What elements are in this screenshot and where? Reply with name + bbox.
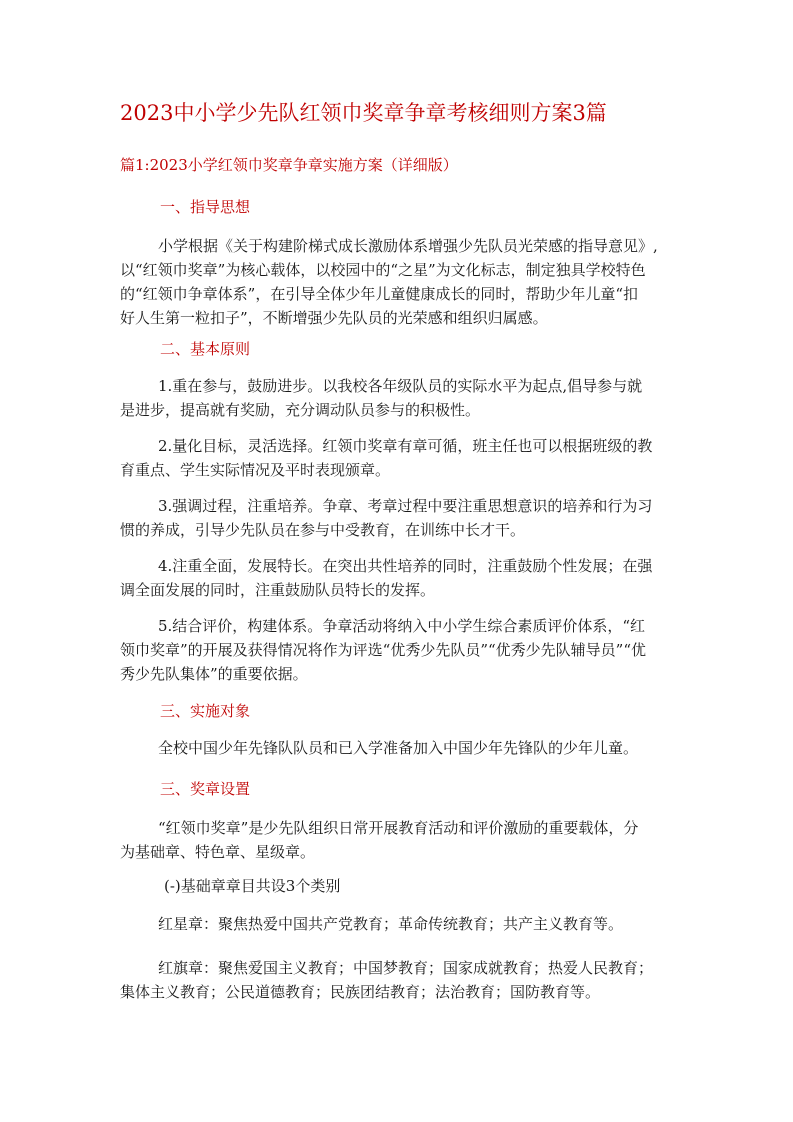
document-title: 2023中小学少先队红领巾奖章争章考核细则方案3篇 — [120, 101, 607, 125]
paragraph — [120, 614, 680, 686]
paragraph — [120, 494, 680, 542]
section-heading-target: 三、实施对象 — [160, 702, 251, 720]
paragraph-line: 全校中国少年先锋队队员和已入学准备加入中国少年先锋队的少年儿童。 — [158, 739, 639, 757]
paragraph-line: 以“红领巾奖章”为核心载体，以校园中的“之星”为文化标志，制定独具学校特色 — [120, 261, 646, 279]
section-heading-guiding-thought: 一、指导思想 — [160, 198, 251, 216]
paragraph-line: 5.结合评价，构建体系。争章活动将纳入中小学生综合素质评价体系，“红 — [158, 617, 645, 635]
paragraph-line: 秀少先队集体”的重要依据。 — [120, 665, 308, 683]
paragraph — [120, 434, 680, 482]
paragraph-line: 是进步，提高就有奖励，充分调动队员参与的积极性。 — [120, 401, 481, 419]
paragraph-line: 红星章：聚焦热爱中国共产党教育；革命传统教育；共产主义教育等。 — [158, 915, 624, 933]
paragraph — [120, 554, 680, 602]
paragraph-line: 3.强调过程，注重培养。争章、考章过程中要注重思想意识的培养和行为习 — [158, 497, 653, 515]
paragraph-line: 惯的养成，引导少先队员在参与中受教育，在训练中长才干。 — [120, 521, 526, 539]
paragraph — [120, 736, 680, 760]
document-subtitle: 篇1:2023小学红领巾奖章争章实施方案（详细版） — [120, 156, 458, 174]
paragraph-line: 1.重在参与，鼓励进步。以我校各年级队员的实际水平为起点,倡导参与就 — [158, 377, 643, 395]
paragraph-line: (-)基础章章目共设3个类别 — [164, 877, 341, 895]
paragraph-line: 红旗章：聚焦爱国主义教育；中国梦教育；国家成就教育；热爱人民教育； — [158, 959, 654, 977]
paragraph — [120, 956, 680, 1004]
paragraph-line: 的“红领巾争章体系”，在引导全体少年儿童健康成长的同时，帮助少年儿童“扣 — [120, 285, 639, 303]
paragraph — [120, 374, 680, 422]
paragraph — [120, 912, 680, 936]
section-heading-basic-principles: 二、基本原则 — [160, 340, 251, 358]
paragraph-line: 好人生第一粒扣子”，不断增强少先队员的光荣感和组织归属感。 — [120, 309, 548, 327]
section-heading-badge-setup: 三、奖章设置 — [160, 780, 251, 798]
paragraph-line: 2.量化目标，灵活选择。红领巾奖章有章可循，班主任也可以根据班级的教 — [158, 437, 653, 455]
paragraph — [120, 816, 680, 864]
paragraph-line: 集体主义教育；公民道德教育；民族团结教育；法治教育；国防教育等。 — [120, 983, 601, 1001]
paragraph-line: 领巾奖章”的开展及获得情况将作为评选“优秀少先队员”“优秀少先队辅导员”“优 — [120, 641, 647, 659]
paragraph — [120, 234, 680, 330]
paragraph-line: 4.注重全面，发展特长。在突出共性培养的同时，注重鼓励个性发展；在强 — [158, 557, 653, 575]
paragraph-line: 调全面发展的同时，注重鼓励队员特长的发挥。 — [120, 581, 436, 599]
paragraph — [120, 874, 680, 898]
paragraph-line: 小学根据《关于构建阶梯式成长激励体系增强少先队员光荣感的指导意见》, — [158, 237, 658, 255]
paragraph-line: “红领巾奖章”是少先队组织日常开展教育活动和评价激励的重要载体，分 — [158, 819, 639, 837]
paragraph-line: 育重点、学生实际情况及平时表现颁章。 — [120, 461, 391, 479]
paragraph-line: 为基础章、特色章、星级章。 — [120, 843, 316, 861]
